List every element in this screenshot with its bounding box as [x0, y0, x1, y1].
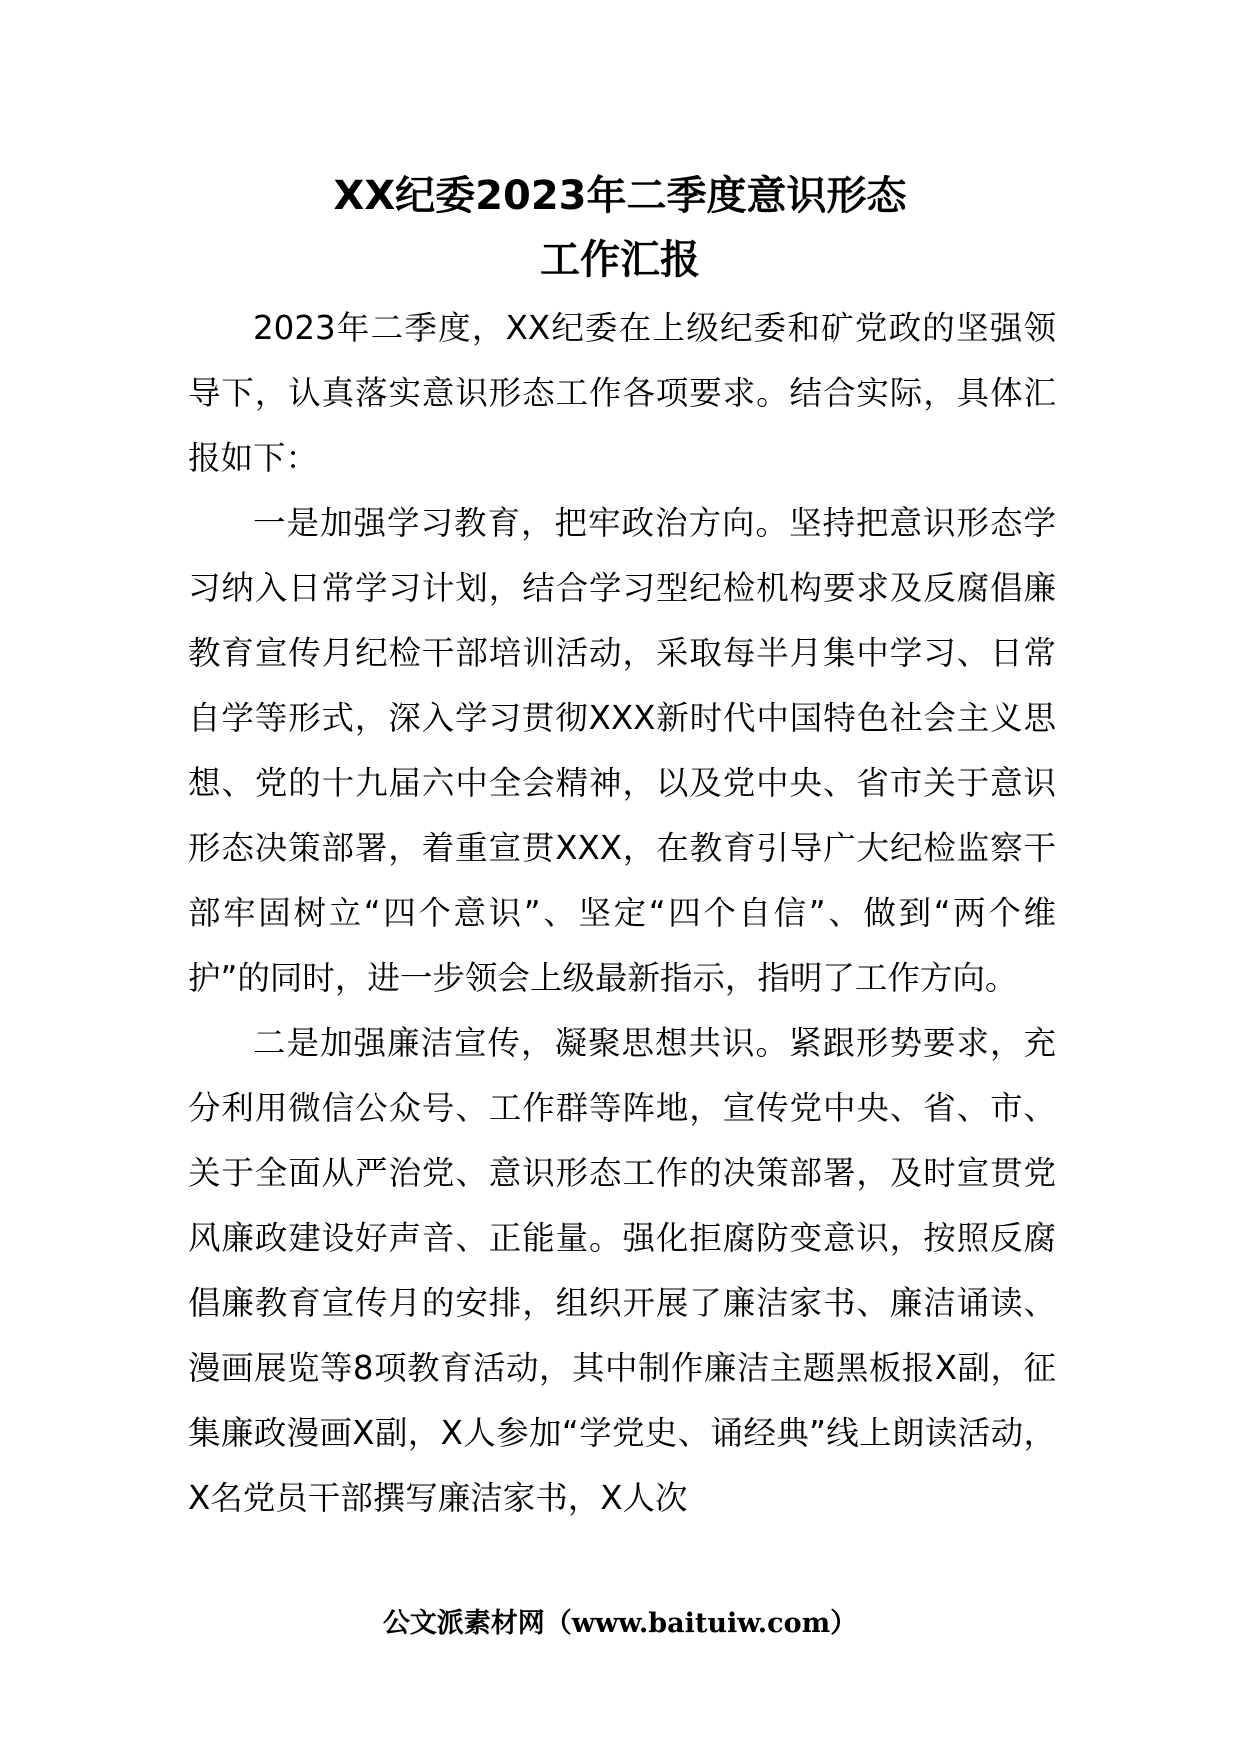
document-body [188, 296, 1056, 1531]
paragraph-integrity-publicity: 二是加强廉洁宣传，凝聚思想共识。紧跟形势要求，充分利用微信公众号、工作群等阵地，宣传党中央、省、市、关于全面从严治党、意识形态工作的决策部署，及时宣贯党风廉政建设好声音、正能量。强化拒腐防变意识，按照反腐倡廉教育宣传月的安排，组织开展了廉洁家书、廉洁诵读、漫画展览等8项教育活动，其中制作廉洁主题黑板报X副，征集廉政漫画X副，X人参加“学党史、诵经典”线上朗读活动，X名党员干部撰写廉洁家书，X人次 [188, 1024, 1056, 1517]
footer-watermark: 公文派素材网（www.baituiw.com） [382, 1608, 858, 1639]
document-title-line-1: XX纪委2023年二季度意识形态 [333, 173, 907, 219]
paragraph-intro: 2023年二季度，XX纪委在上级纪委和矿党政的坚强领导下，认真落实意识形态工作各项要求。结合实际，具体汇报如下： [188, 309, 1056, 477]
document-title-line-2: 工作汇报 [540, 237, 700, 283]
paragraph-study-education: 一是加强学习教育，把牢政治方向。坚持把意识形态学习纳入日常学习计划，结合学习型纪检机构要求及反腐倡廉教育宣传月纪检干部培训活动，采取每半月集中学习、日常自学等形式，深入学习贯彻XXX新时代中国特色社会主义思想、党的十九届六中全会精神，以及党中央、省市关于意识形态决策部署，着重宣贯XXX，在教育引导广大纪检监察干部牢固树立“四个意识”、坚定“四个自信”、做到“两个维护”的同时，进一步领会上级最新指示，指明了工作方向。 [188, 504, 1056, 997]
